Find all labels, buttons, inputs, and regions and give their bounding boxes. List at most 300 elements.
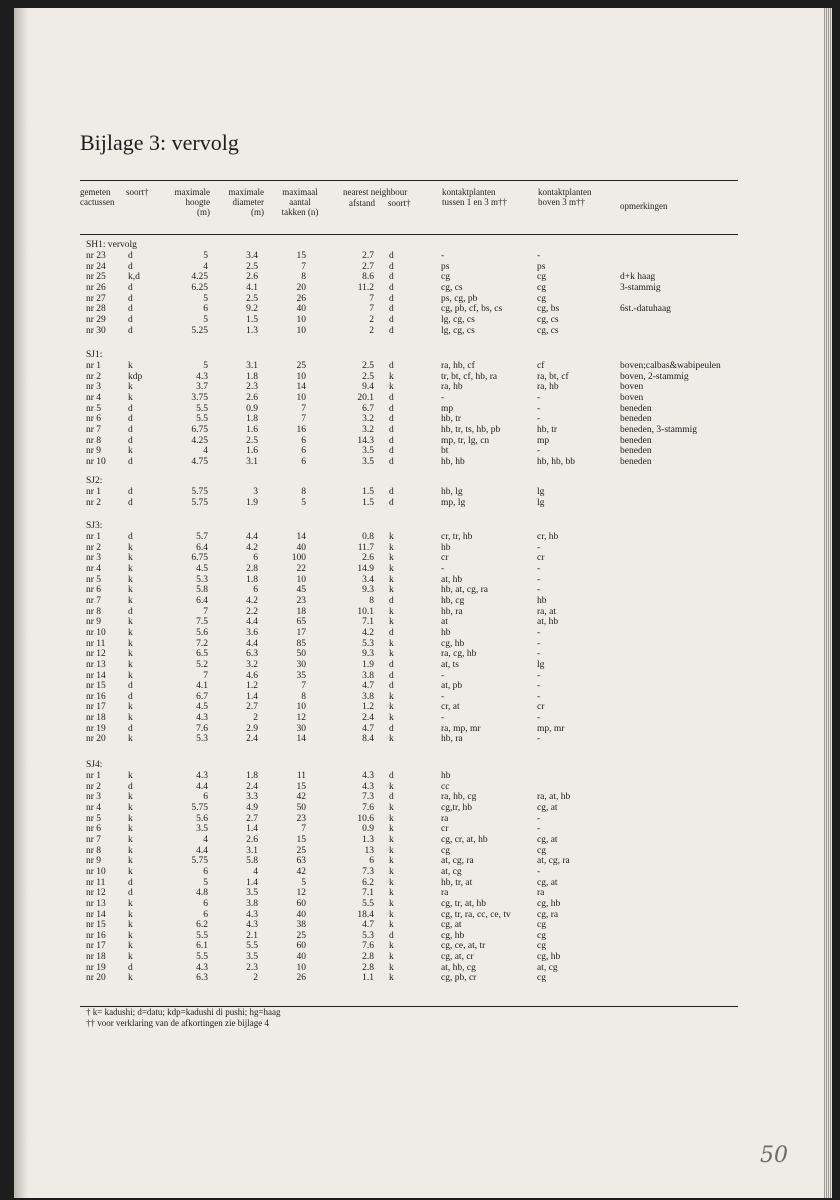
cell-nr: nr 13 bbox=[86, 898, 106, 909]
cell-kontakt-1-3m: cg, tr, at, hb bbox=[441, 898, 486, 909]
cell-nn-soort: k bbox=[389, 845, 394, 856]
cell-kontakt-1-3m: mp bbox=[441, 403, 454, 414]
cell-nr: nr 9 bbox=[86, 856, 102, 867]
cell-kontakt-boven-3m: - bbox=[537, 574, 541, 585]
cell-kontakt-1-3m: at, cg bbox=[441, 866, 462, 877]
cell-afstand: 3.5 bbox=[362, 446, 374, 457]
cell-nr: nr 5 bbox=[86, 403, 102, 414]
cell-soort: k bbox=[128, 670, 133, 681]
cell-nr: nr 5 bbox=[86, 813, 102, 824]
cell-afstand: 1.5 bbox=[362, 487, 374, 497]
cell-afstand: 7.1 bbox=[362, 888, 374, 899]
cell-nr: nr 2 bbox=[86, 781, 102, 792]
cell-kontakt-boven-3m: cf bbox=[537, 361, 545, 371]
cell-takken: 26 bbox=[296, 293, 306, 304]
cell-kontakt-boven-3m: cg bbox=[537, 272, 546, 283]
cell-nn-soort: d bbox=[389, 403, 394, 414]
cell-nn-soort: k bbox=[389, 813, 394, 824]
cell-takken: 30 bbox=[296, 659, 306, 670]
cell-nr: nr 15 bbox=[86, 681, 106, 692]
cell-kontakt-1-3m: tr, bt, cf, hb, ra bbox=[441, 371, 498, 382]
cell-takken: 40 bbox=[296, 542, 306, 553]
cell-takken: 85 bbox=[296, 638, 306, 649]
cell-nn-soort: d bbox=[389, 251, 394, 261]
cell-soort: d bbox=[128, 962, 133, 973]
section-label: SJ2: bbox=[86, 476, 103, 486]
cell-afstand: 7.6 bbox=[362, 803, 374, 813]
cell-hoogte: 5 bbox=[203, 314, 208, 325]
cell-soort: d bbox=[128, 293, 133, 304]
cell-afstand: 2.5 bbox=[362, 371, 374, 382]
cell-nr: nr 13 bbox=[86, 659, 106, 670]
cell-kontakt-1-3m: hb, at, cg, ra bbox=[441, 585, 488, 596]
cell-nn-soort: k bbox=[389, 585, 394, 596]
column-header-opm: opmerkingen bbox=[620, 201, 668, 211]
cell-soort: k bbox=[128, 617, 133, 628]
cell-nr: nr 5 bbox=[86, 574, 102, 585]
cell-kontakt-boven-3m: cg, hb bbox=[537, 952, 561, 962]
cell-kontakt-1-3m: - bbox=[441, 392, 445, 403]
cell-takken: 40 bbox=[296, 304, 306, 315]
cell-nr: nr 14 bbox=[86, 670, 106, 681]
cell-soort: k bbox=[128, 920, 133, 931]
cell-nn-soort: k bbox=[389, 553, 394, 564]
cell-kontakt-boven-3m: cg, at bbox=[537, 877, 558, 888]
cell-diameter: 2.5 bbox=[246, 293, 258, 304]
cell-nr: nr 20 bbox=[86, 973, 106, 984]
cell-afstand: 2.5 bbox=[362, 361, 374, 371]
cell-nn-soort: k bbox=[389, 877, 394, 888]
cell-nn-soort: d bbox=[389, 304, 394, 315]
cell-nn-soort: d bbox=[389, 314, 394, 325]
cell-nn-soort: k bbox=[389, 888, 394, 899]
cell-opmerkingen: beneden bbox=[620, 446, 652, 457]
cell-nn-soort: d bbox=[389, 424, 394, 435]
cell-kontakt-1-3m: cg, hb bbox=[441, 930, 465, 941]
cell-hoogte: 4.75 bbox=[191, 456, 208, 467]
cell-afstand: 3.8 bbox=[362, 691, 374, 702]
cell-soort: d bbox=[128, 606, 133, 617]
cell-diameter: 1.4 bbox=[246, 824, 258, 835]
cell-afstand: 11.2 bbox=[357, 282, 374, 293]
cell-soort: k bbox=[128, 834, 133, 845]
cell-nr: nr 28 bbox=[86, 304, 106, 315]
cell-diameter: 2.5 bbox=[246, 435, 258, 446]
cell-diameter: 9.2 bbox=[246, 304, 258, 315]
cell-nr: nr 24 bbox=[86, 261, 106, 272]
cell-opmerkingen: 3-stammig bbox=[620, 282, 661, 293]
cell-takken: 25 bbox=[296, 930, 306, 941]
column-header-diam: maximale diameter (m) bbox=[228, 187, 264, 217]
cell-diameter: 2.7 bbox=[246, 813, 258, 824]
cell-afstand: 4.7 bbox=[362, 681, 374, 692]
cell-afstand: 18.4 bbox=[357, 909, 374, 920]
cell-soort: k bbox=[128, 909, 133, 920]
column-header-nsoort: soort† bbox=[388, 198, 411, 208]
cell-kontakt-boven-3m: cr bbox=[537, 553, 545, 564]
cell-nr: nr 18 bbox=[86, 952, 106, 962]
cell-kontakt-1-3m: cr, at bbox=[441, 702, 460, 713]
cell-soort: k bbox=[128, 361, 133, 371]
cell-kontakt-1-3m: lg, cg, cs bbox=[441, 314, 475, 325]
cell-takken: 7 bbox=[301, 681, 306, 692]
cell-kontakt-boven-3m: cg bbox=[537, 845, 546, 856]
cell-opmerkingen: beneden bbox=[620, 403, 652, 414]
cell-hoogte: 4.3 bbox=[196, 371, 208, 382]
cell-takken: 15 bbox=[296, 251, 306, 261]
cell-hoogte: 7 bbox=[203, 670, 208, 681]
cell-nn-soort: d bbox=[389, 595, 394, 606]
cell-afstand: 1.5 bbox=[362, 497, 374, 508]
cell-diameter: 3.8 bbox=[246, 898, 258, 909]
cell-takken: 14 bbox=[296, 734, 306, 745]
cell-afstand: 3.5 bbox=[362, 456, 374, 467]
cell-kontakt-1-3m: cr bbox=[441, 553, 449, 564]
cell-nr: nr 25 bbox=[86, 272, 106, 283]
cell-diameter: 1.8 bbox=[246, 414, 258, 425]
cell-nn-soort: k bbox=[389, 734, 394, 745]
cell-nr: nr 2 bbox=[86, 497, 102, 508]
cell-kontakt-1-3m: hb, lg bbox=[441, 487, 463, 497]
cell-kontakt-1-3m: cr, tr, hb bbox=[441, 532, 473, 542]
cell-hoogte: 4.3 bbox=[196, 962, 208, 973]
cell-nr: nr 2 bbox=[86, 371, 102, 382]
cell-nr: nr 1 bbox=[86, 532, 102, 542]
cell-hoogte: 5.2 bbox=[196, 659, 208, 670]
cell-takken: 20 bbox=[296, 282, 306, 293]
cell-kontakt-1-3m: hb bbox=[441, 771, 451, 781]
cell-kontakt-1-3m: cg, ce, at, tr bbox=[441, 941, 486, 952]
cell-kontakt-boven-3m: hb, tr bbox=[537, 424, 558, 435]
cell-diameter: 3.5 bbox=[246, 952, 258, 962]
cell-opmerkingen: boven;calbas&wabipeulen bbox=[620, 361, 721, 371]
cell-takken: 50 bbox=[296, 803, 306, 813]
cell-nr: nr 16 bbox=[86, 691, 106, 702]
cell-takken: 25 bbox=[296, 361, 306, 371]
cell-diameter: 2.3 bbox=[246, 382, 258, 393]
cell-opmerkingen: boven, 2-stammig bbox=[620, 371, 689, 382]
cell-nn-soort: k bbox=[389, 564, 394, 574]
cell-kontakt-boven-3m: - bbox=[537, 392, 541, 403]
cell-kontakt-1-3m: cg, cs bbox=[441, 282, 463, 293]
cell-hoogte: 5.5 bbox=[196, 403, 208, 414]
cell-kontakt-boven-3m: lg bbox=[537, 659, 545, 670]
cell-diameter: 2.6 bbox=[246, 392, 258, 403]
cell-takken: 15 bbox=[296, 781, 306, 792]
cell-kontakt-boven-3m: ra, bt, cf bbox=[537, 371, 569, 382]
cell-soort: k,d bbox=[128, 272, 140, 283]
cell-takken: 8 bbox=[301, 691, 306, 702]
column-header-takken: maximaal aantal takken (n) bbox=[281, 187, 319, 217]
cell-afstand: 13 bbox=[364, 845, 374, 856]
cell-kontakt-boven-3m: - bbox=[537, 649, 541, 660]
cell-soort: d bbox=[128, 403, 133, 414]
cell-afstand: 1.3 bbox=[362, 834, 374, 845]
cell-afstand: 2.4 bbox=[362, 713, 374, 723]
cell-afstand: 2.6 bbox=[362, 553, 374, 564]
cell-opmerkingen: boven bbox=[620, 392, 644, 403]
cell-hoogte: 3.7 bbox=[196, 382, 208, 393]
cell-kontakt-boven-3m: cg, ra bbox=[537, 909, 559, 920]
cell-diameter: 3.3 bbox=[246, 792, 258, 803]
cell-takken: 40 bbox=[296, 909, 306, 920]
cell-nr: nr 12 bbox=[86, 888, 106, 899]
cell-nn-soort: k bbox=[389, 542, 394, 553]
cell-kontakt-boven-3m: - bbox=[537, 542, 541, 553]
cell-takken: 65 bbox=[296, 617, 306, 628]
cell-hoogte: 6.3 bbox=[196, 973, 208, 984]
cell-diameter: 4.9 bbox=[246, 803, 258, 813]
cell-diameter: 6 bbox=[253, 553, 258, 564]
cell-soort: k bbox=[128, 627, 133, 638]
cell-takken: 12 bbox=[296, 888, 306, 899]
cell-nn-soort: k bbox=[389, 649, 394, 660]
cell-soort: k bbox=[128, 792, 133, 803]
cell-diameter: 4.6 bbox=[246, 670, 258, 681]
cell-soort: d bbox=[128, 251, 133, 261]
cell-soort: d bbox=[128, 497, 133, 508]
cell-kontakt-boven-3m: cr, hb bbox=[537, 532, 559, 542]
cell-soort: k bbox=[128, 564, 133, 574]
cell-soort: k bbox=[128, 734, 133, 745]
cell-nn-soort: k bbox=[389, 781, 394, 792]
cell-nn-soort: k bbox=[389, 952, 394, 962]
cell-takken: 23 bbox=[296, 813, 306, 824]
cell-kontakt-1-3m: at, hb bbox=[441, 574, 463, 585]
cell-takken: 7 bbox=[301, 824, 306, 835]
cell-diameter: 0.9 bbox=[246, 403, 258, 414]
cell-kontakt-boven-3m: - bbox=[537, 585, 541, 596]
cell-soort: d bbox=[128, 888, 133, 899]
cell-soort: k bbox=[128, 941, 133, 952]
cell-afstand: 4.3 bbox=[362, 781, 374, 792]
cell-diameter: 3.2 bbox=[246, 659, 258, 670]
cell-opmerkingen: 6st.-datuhaag bbox=[620, 304, 671, 315]
cell-nn-soort: k bbox=[389, 941, 394, 952]
cell-diameter: 5.5 bbox=[246, 941, 258, 952]
table-header-rule bbox=[80, 234, 738, 235]
cell-nr: nr 4 bbox=[86, 803, 102, 813]
cell-nn-soort: k bbox=[389, 532, 394, 542]
cell-soort: d bbox=[128, 325, 133, 336]
cell-afstand: 10.6 bbox=[357, 813, 374, 824]
cell-kontakt-1-3m: at, ts bbox=[441, 659, 459, 670]
cell-nr: nr 26 bbox=[86, 282, 106, 293]
cell-kontakt-1-3m: cc bbox=[441, 781, 450, 792]
cell-nn-soort: d bbox=[389, 272, 394, 283]
cell-diameter: 2 bbox=[253, 973, 258, 984]
cell-hoogte: 6 bbox=[203, 304, 208, 315]
cell-nr: nr 8 bbox=[86, 606, 102, 617]
cell-hoogte: 4.8 bbox=[196, 888, 208, 899]
cell-diameter: 2.4 bbox=[246, 781, 258, 792]
cell-nr: nr 3 bbox=[86, 553, 102, 564]
cell-nn-soort: k bbox=[389, 702, 394, 713]
cell-nn-soort: d bbox=[389, 446, 394, 457]
cell-nn-soort: d bbox=[389, 392, 394, 403]
cell-kontakt-boven-3m: ra, hb bbox=[537, 382, 559, 393]
cell-diameter: 4.3 bbox=[246, 920, 258, 931]
cell-kontakt-boven-3m: hb, hb, bb bbox=[537, 456, 575, 467]
cell-diameter: 2.6 bbox=[246, 272, 258, 283]
cell-hoogte: 4.4 bbox=[196, 845, 208, 856]
cell-hoogte: 6.1 bbox=[196, 941, 208, 952]
cell-kontakt-boven-3m: cg, bs bbox=[537, 304, 560, 315]
cell-takken: 5 bbox=[301, 497, 306, 508]
cell-kontakt-1-3m: hb, ra bbox=[441, 734, 463, 745]
cell-takken: 50 bbox=[296, 649, 306, 660]
cell-afstand: 8 bbox=[369, 595, 374, 606]
cell-kontakt-boven-3m: lg bbox=[537, 487, 545, 497]
cell-takken: 42 bbox=[296, 792, 306, 803]
cell-kontakt-boven-3m: - bbox=[537, 813, 541, 824]
page-gutter-shadow bbox=[14, 8, 28, 1198]
cell-soort: d bbox=[128, 691, 133, 702]
cell-nr: nr 23 bbox=[86, 251, 106, 261]
cell-takken: 6 bbox=[301, 446, 306, 457]
cell-diameter: 4.4 bbox=[246, 638, 258, 649]
cell-soort: d bbox=[128, 723, 133, 734]
cell-hoogte: 6 bbox=[203, 909, 208, 920]
cell-hoogte: 6.7 bbox=[196, 691, 208, 702]
cell-kontakt-boven-3m: at, cg, ra bbox=[537, 856, 570, 867]
cell-nr: nr 7 bbox=[86, 834, 102, 845]
cell-hoogte: 5.75 bbox=[191, 856, 208, 867]
cell-diameter: 1.4 bbox=[246, 691, 258, 702]
cell-hoogte: 5 bbox=[203, 251, 208, 261]
cell-afstand: 1.1 bbox=[362, 973, 374, 984]
cell-nn-soort: d bbox=[389, 681, 394, 692]
cell-afstand: 7.3 bbox=[362, 866, 374, 877]
cell-diameter: 3.1 bbox=[246, 845, 258, 856]
cell-nn-soort: k bbox=[389, 973, 394, 984]
cell-takken: 18 bbox=[296, 606, 306, 617]
cell-hoogte: 6 bbox=[203, 866, 208, 877]
cell-kontakt-boven-3m: - bbox=[537, 866, 541, 877]
cell-soort: d bbox=[128, 532, 133, 542]
cell-nr: nr 6 bbox=[86, 824, 102, 835]
cell-soort: d bbox=[128, 877, 133, 888]
cell-kontakt-1-3m: ra bbox=[441, 888, 449, 899]
cell-kontakt-1-3m: cg,tr, hb bbox=[441, 803, 473, 813]
cell-takken: 10 bbox=[296, 325, 306, 336]
cell-afstand: 14.9 bbox=[357, 564, 374, 574]
cell-diameter: 3 bbox=[253, 487, 258, 497]
cell-hoogte: 5.3 bbox=[196, 574, 208, 585]
cell-diameter: 2.9 bbox=[246, 723, 258, 734]
cell-nn-soort: k bbox=[389, 617, 394, 628]
cell-takken: 10 bbox=[296, 392, 306, 403]
cell-takken: 100 bbox=[291, 553, 306, 564]
cell-hoogte: 4.5 bbox=[196, 702, 208, 713]
cell-nr: nr 3 bbox=[86, 382, 102, 393]
cell-takken: 11 bbox=[296, 771, 306, 781]
cell-hoogte: 7.2 bbox=[196, 638, 208, 649]
cell-soort: k bbox=[128, 702, 133, 713]
page-stack-edge bbox=[824, 8, 832, 1198]
cell-nr: nr 8 bbox=[86, 435, 102, 446]
cell-kontakt-1-3m: cg, pb, cf, bs, cs bbox=[441, 304, 503, 315]
cell-kontakt-boven-3m: - bbox=[537, 627, 541, 638]
cell-kontakt-1-3m: cg bbox=[441, 272, 450, 283]
cell-soort: d bbox=[128, 314, 133, 325]
cell-afstand: 4.7 bbox=[362, 920, 374, 931]
cell-diameter: 1.8 bbox=[246, 771, 258, 781]
cell-nn-soort: d bbox=[389, 627, 394, 638]
cell-takken: 15 bbox=[296, 834, 306, 845]
cell-afstand: 2.7 bbox=[362, 251, 374, 261]
cell-takken: 60 bbox=[296, 898, 306, 909]
cell-afstand: 7 bbox=[369, 304, 374, 315]
cell-nn-soort: k bbox=[389, 920, 394, 931]
cell-kontakt-1-3m: cg, cr, at, hb bbox=[441, 834, 488, 845]
cell-kontakt-boven-3m: ra, at, hb bbox=[537, 792, 571, 803]
cell-diameter: 4 bbox=[253, 866, 258, 877]
cell-soort: k bbox=[128, 553, 133, 564]
cell-kontakt-boven-3m: cg, at bbox=[537, 834, 558, 845]
cell-nn-soort: d bbox=[389, 659, 394, 670]
cell-takken: 6 bbox=[301, 435, 306, 446]
cell-kontakt-1-3m: - bbox=[441, 670, 445, 681]
cell-diameter: 1.4 bbox=[246, 877, 258, 888]
cell-kontakt-boven-3m: at, cg bbox=[537, 962, 558, 973]
cell-hoogte: 6 bbox=[203, 792, 208, 803]
cell-nr: nr 14 bbox=[86, 909, 106, 920]
cell-soort: d bbox=[128, 681, 133, 692]
cell-nr: nr 3 bbox=[86, 792, 102, 803]
cell-hoogte: 4.5 bbox=[196, 564, 208, 574]
cell-nn-soort: d bbox=[389, 361, 394, 371]
footnote-afkortingen: †† voor verklaring van de afkortingen zie bijlage 4 bbox=[86, 1018, 269, 1028]
cell-opmerkingen: beneden, 3-stammig bbox=[620, 424, 698, 435]
cell-nr: nr 2 bbox=[86, 542, 102, 553]
cell-kontakt-1-3m: ps, cg, pb bbox=[441, 293, 478, 304]
cell-kontakt-boven-3m: hb bbox=[537, 595, 547, 606]
cell-diameter: 1.8 bbox=[246, 371, 258, 382]
cell-takken: 14 bbox=[296, 532, 306, 542]
cell-kontakt-boven-3m: mp bbox=[537, 435, 550, 446]
cell-takken: 40 bbox=[296, 952, 306, 962]
cell-soort: k bbox=[128, 845, 133, 856]
cell-opmerkingen: beneden bbox=[620, 435, 652, 446]
section-label: SJ3: bbox=[86, 521, 103, 531]
cell-diameter: 3.1 bbox=[246, 361, 258, 371]
cell-nn-soort: d bbox=[389, 414, 394, 425]
cell-takken: 16 bbox=[296, 424, 306, 435]
cell-diameter: 2.4 bbox=[246, 734, 258, 745]
cell-diameter: 4.2 bbox=[246, 542, 258, 553]
cell-afstand: 9.3 bbox=[362, 649, 374, 660]
cell-soort: k bbox=[128, 382, 133, 393]
cell-hoogte: 4.25 bbox=[191, 435, 208, 446]
cell-hoogte: 6.4 bbox=[196, 595, 208, 606]
cell-hoogte: 7.6 bbox=[196, 723, 208, 734]
cell-diameter: 2.1 bbox=[246, 930, 258, 941]
cell-hoogte: 5.75 bbox=[191, 803, 208, 813]
cell-soort: k bbox=[128, 574, 133, 585]
cell-kontakt-1-3m: mp, lg bbox=[441, 497, 466, 508]
cell-soort: k bbox=[128, 595, 133, 606]
cell-hoogte: 4.25 bbox=[191, 272, 208, 283]
cell-kontakt-1-3m: ra, hb, cg bbox=[441, 792, 477, 803]
cell-nr: nr 12 bbox=[86, 649, 106, 660]
cell-takken: 7 bbox=[301, 414, 306, 425]
cell-hoogte: 4 bbox=[203, 446, 208, 457]
section-label: SJ4: bbox=[86, 760, 103, 770]
cell-kontakt-boven-3m: cg, hb bbox=[537, 898, 561, 909]
cell-afstand: 11.7 bbox=[357, 542, 374, 553]
cell-nr: nr 4 bbox=[86, 564, 102, 574]
